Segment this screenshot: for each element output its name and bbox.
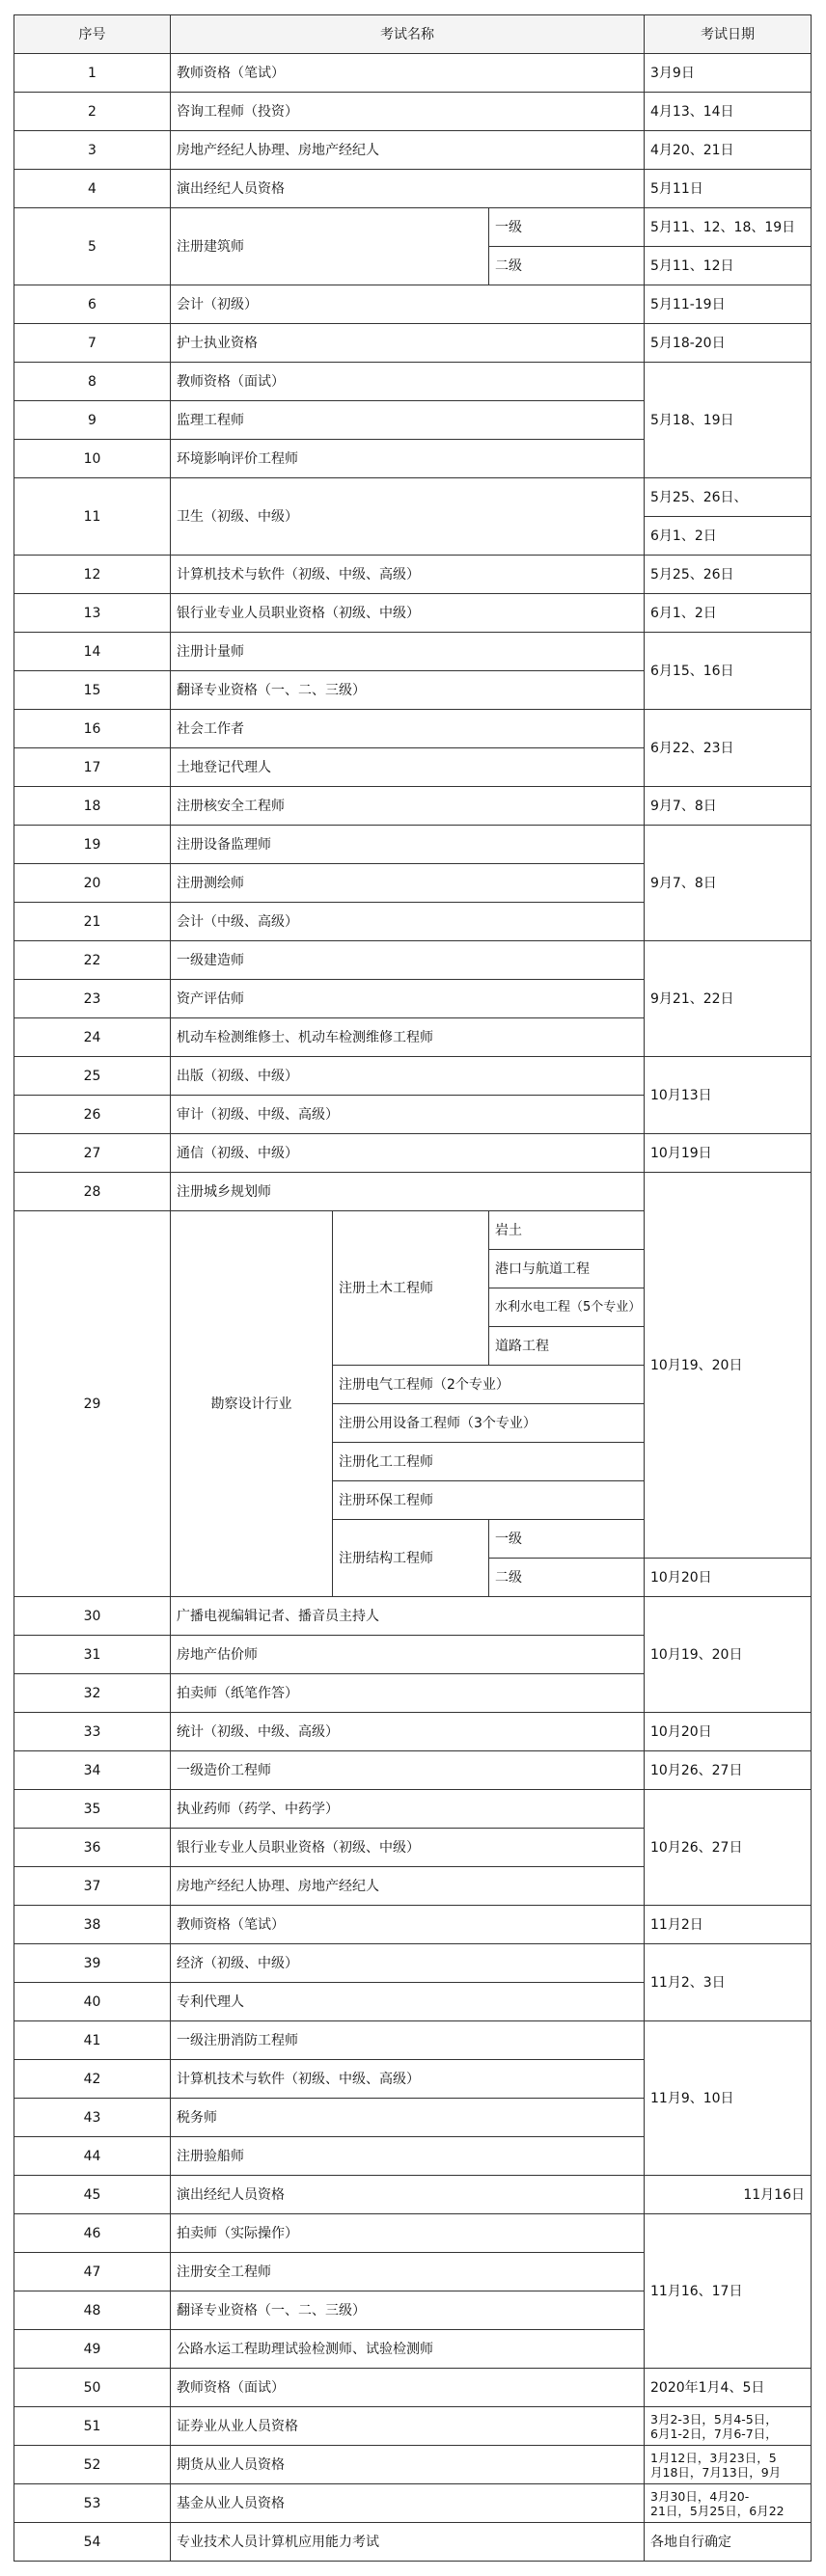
table-row xyxy=(14,285,812,324)
table-row xyxy=(14,1134,812,1173)
row-number: 23 xyxy=(14,980,171,1018)
exam-date: 5月25、26日 xyxy=(645,556,812,594)
exam-name: 广播电视编辑记者、播音员主持人 xyxy=(171,1597,645,1636)
exam-name: 税务师 xyxy=(171,2099,645,2137)
exam-name: 注册测绘师 xyxy=(171,864,645,903)
row-number: 15 xyxy=(14,671,171,710)
exam-name: 教师资格（笔试） xyxy=(171,1906,645,1944)
table-row xyxy=(14,324,812,363)
table-row xyxy=(14,1173,812,1211)
exam-name: 教师资格（面试） xyxy=(171,2369,645,2407)
exam-sub-category: 注册电气工程师（2个专业） xyxy=(333,1366,645,1404)
row-number: 12 xyxy=(14,556,171,594)
exam-name: 出版（初级、中级） xyxy=(171,1057,645,1096)
header-seq: 序号 xyxy=(14,15,171,54)
exam-name: 银行业专业人员职业资格（初级、中级） xyxy=(171,594,645,633)
exam-name: 房地产估价师 xyxy=(171,1636,645,1674)
exam-name: 审计（初级、中级、高级） xyxy=(171,1096,645,1134)
exam-sub-category: 注册化工工程师 xyxy=(333,1443,645,1481)
exam-sub-specialty: 道路工程 xyxy=(489,1327,645,1366)
table-row xyxy=(14,2214,812,2253)
row-number: 4 xyxy=(14,170,171,208)
row-number: 36 xyxy=(14,1829,171,1867)
exam-name: 统计（初级、中级、高级） xyxy=(171,1713,645,1751)
exam-name: 勘察设计行业 xyxy=(171,1211,333,1597)
exam-sub-level: 二级 xyxy=(489,247,645,285)
row-number: 30 xyxy=(14,1597,171,1636)
row-number: 18 xyxy=(14,787,171,826)
table-row xyxy=(14,1906,812,1944)
exam-date: 6月1、2日 xyxy=(645,594,812,633)
row-number: 5 xyxy=(14,208,171,285)
exam-name: 环境影响评价工程师 xyxy=(171,440,645,478)
header-name: 考试名称 xyxy=(171,15,645,54)
table-row xyxy=(14,2523,812,2562)
row-number: 27 xyxy=(14,1134,171,1173)
exam-date: 5月11、12日 xyxy=(645,247,812,285)
table-row xyxy=(14,1057,812,1096)
exam-date: 9月21、22日 xyxy=(645,941,812,1057)
exam-date: 6月22、23日 xyxy=(645,710,812,787)
exam-sub-category: 注册环保工程师 xyxy=(333,1481,645,1520)
exam-name: 拍卖师（纸笔作答） xyxy=(171,1674,645,1713)
exam-sub-level: 一级 xyxy=(489,1520,645,1559)
exam-name: 护士执业资格 xyxy=(171,324,645,363)
exam-date: 10月26、27日 xyxy=(645,1751,812,1790)
row-number: 32 xyxy=(14,1674,171,1713)
row-number: 29 xyxy=(14,1211,171,1597)
row-number: 47 xyxy=(14,2253,171,2291)
exam-date-line1: 3月2-3日，5月4-5日， xyxy=(650,2411,778,2427)
row-number: 19 xyxy=(14,826,171,864)
row-number: 7 xyxy=(14,324,171,363)
row-number: 20 xyxy=(14,864,171,903)
exam-name: 房地产经纪人协理、房地产经纪人 xyxy=(171,1867,645,1906)
row-number: 8 xyxy=(14,363,171,401)
table-row xyxy=(14,1944,812,1983)
table-row xyxy=(14,556,812,594)
row-number: 33 xyxy=(14,1713,171,1751)
exam-name: 经济（初级、中级） xyxy=(171,1944,645,1983)
row-number: 54 xyxy=(14,2523,171,2562)
exam-name: 计算机技术与软件（初级、中级、高级） xyxy=(171,2060,645,2099)
exam-name: 机动车检测维修士、机动车检测维修工程师 xyxy=(171,1018,645,1057)
table-row xyxy=(14,633,812,671)
exam-name: 一级建造师 xyxy=(171,941,645,980)
row-number: 28 xyxy=(14,1173,171,1211)
exam-name: 专利代理人 xyxy=(171,1983,645,2021)
row-number: 31 xyxy=(14,1636,171,1674)
table-row xyxy=(14,2484,812,2523)
table-row xyxy=(14,131,812,170)
exam-date-line2: 21日，5月25日，6月22 xyxy=(650,2503,785,2518)
exam-date-line1: 5月25、26日、 xyxy=(645,478,812,517)
exam-name: 注册核安全工程师 xyxy=(171,787,645,826)
exam-date: 10月26、27日 xyxy=(645,1790,812,1906)
exam-name: 银行业专业人员职业资格（初级、中级） xyxy=(171,1829,645,1867)
table-row xyxy=(14,2176,812,2214)
exam-name: 公路水运工程助理试验检测师、试验检测师 xyxy=(171,2330,645,2369)
exam-date-line2: 6月1-2日，7月6-7日， xyxy=(650,2426,778,2441)
exam-date: 4月20、21日 xyxy=(645,131,812,170)
exam-name: 期货从业人员资格 xyxy=(171,2446,645,2484)
exam-date: 10月19日 xyxy=(645,1134,812,1173)
exam-name: 演出经纪人员资格 xyxy=(171,2176,645,2214)
row-number: 25 xyxy=(14,1057,171,1096)
row-number: 3 xyxy=(14,131,171,170)
row-number: 9 xyxy=(14,401,171,440)
table-row xyxy=(14,710,812,748)
exam-date: 各地自行确定 xyxy=(645,2523,812,2562)
table-row xyxy=(14,826,812,864)
row-number: 22 xyxy=(14,941,171,980)
row-number: 52 xyxy=(14,2446,171,2484)
table-row xyxy=(14,1790,812,1829)
exam-date: 11月2、3日 xyxy=(645,1944,812,2021)
exam-date: 5月11、12、18、19日 xyxy=(645,208,812,247)
row-number: 41 xyxy=(14,2021,171,2060)
row-number: 49 xyxy=(14,2330,171,2369)
table-row xyxy=(14,363,812,401)
exam-name: 教师资格（笔试） xyxy=(171,54,645,93)
table-row xyxy=(14,787,812,826)
exam-date: 11月2日 xyxy=(645,1906,812,1944)
exam-sub-category: 注册结构工程师 xyxy=(333,1520,489,1597)
exam-name: 专业技术人员计算机应用能力考试 xyxy=(171,2523,645,2562)
exam-name: 卫生（初级、中级） xyxy=(171,478,645,556)
exam-date: 6月15、16日 xyxy=(645,633,812,710)
exam-name: 通信（初级、中级） xyxy=(171,1134,645,1173)
exam-name: 注册设备监理师 xyxy=(171,826,645,864)
row-number: 1 xyxy=(14,54,171,93)
table-row xyxy=(14,2407,812,2446)
table-row xyxy=(14,208,812,247)
table-row xyxy=(14,2369,812,2407)
exam-date: 11月9、10日 xyxy=(645,2021,812,2176)
table-row xyxy=(14,1713,812,1751)
row-number: 50 xyxy=(14,2369,171,2407)
row-number: 40 xyxy=(14,1983,171,2021)
exam-name: 翻译专业资格（一、二、三级） xyxy=(171,2291,645,2330)
exam-date xyxy=(645,2446,812,2484)
row-number: 17 xyxy=(14,748,171,787)
exam-date: 9月7、8日 xyxy=(645,826,812,941)
row-number: 10 xyxy=(14,440,171,478)
exam-sub-specialty: 岩土 xyxy=(489,1211,645,1250)
exam-date: 10月19、20日 xyxy=(645,1173,812,1559)
table-row xyxy=(14,1597,812,1636)
row-number: 11 xyxy=(14,478,171,556)
row-number: 44 xyxy=(14,2137,171,2176)
exam-date: 5月11-19日 xyxy=(645,285,812,324)
exam-date: 5月18-20日 xyxy=(645,324,812,363)
exam-date: 11月16、17日 xyxy=(645,2214,812,2369)
exam-name: 教师资格（面试） xyxy=(171,363,645,401)
exam-name: 翻译专业资格（一、二、三级） xyxy=(171,671,645,710)
header-date: 考试日期 xyxy=(645,15,812,54)
row-number: 37 xyxy=(14,1867,171,1906)
exam-date-line2: 月18日，7月13日，9月 xyxy=(650,2464,782,2480)
exam-date-line2: 6月1、2日 xyxy=(645,517,812,556)
exam-name: 一级注册消防工程师 xyxy=(171,2021,645,2060)
exam-date: 10月20日 xyxy=(645,1713,812,1751)
row-number: 51 xyxy=(14,2407,171,2446)
exam-date: 10月13日 xyxy=(645,1057,812,1134)
exam-name: 执业药师（药学、中药学） xyxy=(171,1790,645,1829)
row-number: 21 xyxy=(14,903,171,941)
exam-name: 房地产经纪人协理、房地产经纪人 xyxy=(171,131,645,170)
exam-name: 计算机技术与软件（初级、中级、高级） xyxy=(171,556,645,594)
exam-date: 3月9日 xyxy=(645,54,812,93)
table-row xyxy=(14,2446,812,2484)
row-number: 53 xyxy=(14,2484,171,2523)
exam-sub-specialty: 港口与航道工程 xyxy=(489,1250,645,1288)
exam-name: 资产评估师 xyxy=(171,980,645,1018)
row-number: 13 xyxy=(14,594,171,633)
exam-name: 咨询工程师（投资） xyxy=(171,93,645,131)
row-number: 35 xyxy=(14,1790,171,1829)
exam-name: 拍卖师（实际操作） xyxy=(171,2214,645,2253)
exam-date-line1: 1月12日，3月23日，5 xyxy=(650,2450,777,2465)
exam-schedule-table xyxy=(14,14,812,2562)
exam-name: 社会工作者 xyxy=(171,710,645,748)
row-number: 26 xyxy=(14,1096,171,1134)
row-number: 2 xyxy=(14,93,171,131)
exam-date: 10月19、20日 xyxy=(645,1597,812,1713)
row-number: 16 xyxy=(14,710,171,748)
exam-date: 9月7、8日 xyxy=(645,787,812,826)
row-number: 24 xyxy=(14,1018,171,1057)
exam-name: 演出经纪人员资格 xyxy=(171,170,645,208)
table-row xyxy=(14,54,812,93)
exam-name: 会计（中级、高级） xyxy=(171,903,645,941)
table-row xyxy=(14,941,812,980)
exam-name: 监理工程师 xyxy=(171,401,645,440)
exam-sub-level: 二级 xyxy=(489,1559,645,1597)
table-row xyxy=(14,594,812,633)
row-number: 42 xyxy=(14,2060,171,2099)
table-row xyxy=(14,2021,812,2060)
row-number: 43 xyxy=(14,2099,171,2137)
exam-name: 注册建筑师 xyxy=(171,208,489,285)
row-number: 48 xyxy=(14,2291,171,2330)
exam-name: 土地登记代理人 xyxy=(171,748,645,787)
exam-name: 基金从业人员资格 xyxy=(171,2484,645,2523)
exam-name: 注册计量师 xyxy=(171,633,645,671)
exam-sub-level: 一级 xyxy=(489,208,645,247)
table-row xyxy=(14,93,812,131)
table-row xyxy=(14,170,812,208)
exam-name: 会计（初级） xyxy=(171,285,645,324)
exam-date: 5月11日 xyxy=(645,170,812,208)
exam-date: 5月18、19日 xyxy=(645,363,812,478)
exam-date: 11月16日 xyxy=(645,2176,812,2214)
row-number: 46 xyxy=(14,2214,171,2253)
row-number: 38 xyxy=(14,1906,171,1944)
header-row xyxy=(14,15,812,54)
row-number: 6 xyxy=(14,285,171,324)
exam-date xyxy=(645,2484,812,2523)
row-number: 14 xyxy=(14,633,171,671)
exam-name: 注册安全工程师 xyxy=(171,2253,645,2291)
exam-date: 10月20日 xyxy=(645,1559,812,1597)
table-row xyxy=(14,478,812,517)
table-row xyxy=(14,1751,812,1790)
exam-name: 一级造价工程师 xyxy=(171,1751,645,1790)
exam-name: 注册验船师 xyxy=(171,2137,645,2176)
exam-date: 2020年1月4、5日 xyxy=(645,2369,812,2407)
exam-name: 注册城乡规划师 xyxy=(171,1173,645,1211)
row-number: 39 xyxy=(14,1944,171,1983)
exam-date xyxy=(645,2407,812,2446)
exam-date: 4月13、14日 xyxy=(645,93,812,131)
row-number: 34 xyxy=(14,1751,171,1790)
exam-sub-category: 注册公用设备工程师（3个专业） xyxy=(333,1404,645,1443)
exam-sub-specialty: 水利水电工程（5个专业） xyxy=(489,1288,645,1327)
exam-date-line1: 3月30日，4月20- xyxy=(650,2488,750,2504)
exam-name: 证券业从业人员资格 xyxy=(171,2407,645,2446)
exam-sub-category: 注册土木工程师 xyxy=(333,1211,489,1366)
row-number: 45 xyxy=(14,2176,171,2214)
